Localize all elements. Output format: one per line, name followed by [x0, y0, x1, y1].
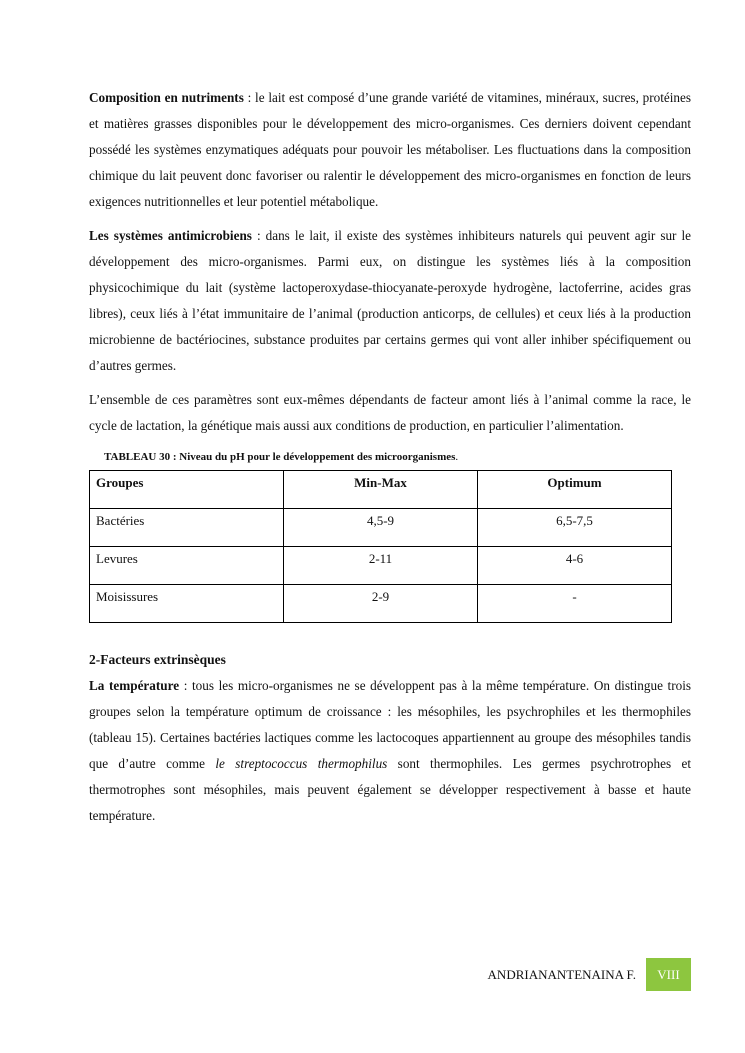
header-optimum: Optimum: [478, 471, 672, 509]
paragraph-antimicrobiens: [89, 223, 691, 379]
cell-group: Moisissures: [90, 585, 284, 623]
author-name: ANDRIANANTENAINA F.: [487, 966, 636, 982]
paragraph-parametres: [89, 387, 691, 439]
paragraph-nutriments: [89, 85, 691, 215]
term-antimicrobiens: Les systèmes antimicrobiens: [89, 228, 252, 243]
term-nutriments: Composition en nutriments: [89, 90, 244, 105]
cell-optimum: 6,5-7,5: [478, 509, 672, 547]
ph-table: [89, 470, 672, 623]
table-header-row: [90, 471, 672, 509]
species-name: le streptococcus thermophilus: [215, 756, 388, 771]
paragraph-temperature: La température : tous les micro-organismes ne se développent pas à la même température. On distingue trois groupes selon la température optimum de croissance : les mésophiles, les psychrophiles et les thermophiles (tableau 15). Certaines bactéries lactiques comme les lactocoques appartiennent au groupe des mésophiles tandis que d’autre comme le streptococcus thermophilus sont thermophiles. Les germes psychrotrophes et thermotrophes sont mésophiles, mais peuvent également se développer respectivement à basse et haute température.: [89, 678, 691, 823]
section-title: 2-Facteurs extrinsèques: [89, 652, 226, 667]
paragraph-text: : dans le lait, il existe des systèmes inhibiteurs naturels qui peuvent agir sur le développement des micro-organismes. Parmi eux, on distingue les systèmes liés à la composition physicochimique du lait (système lactoperoxydase-thiocyanate-peroxyde hydrogène, lactoferrine, acides gras libres), ceux liés à l’état immunitaire de l’animal (production anticorps, de cellules) et ceux liés à la production microbienne de bactériocines, substance produites par certains germes qui vont aller inhiber spécifiquement ou d’autres germes.: [89, 228, 691, 373]
cell-optimum: -: [478, 585, 672, 623]
table-caption: TABLEAU 30 : Niveau du pH pour le développement des microorganismes.: [104, 451, 459, 463]
cell-group: Bactéries: [90, 509, 284, 547]
page-footer: [488, 958, 691, 991]
term-temperature: La température: [89, 678, 180, 693]
document-page: [89, 85, 691, 829]
cell-min-max: 4,5-9: [284, 509, 478, 547]
header-groupes: Groupes: [90, 471, 284, 509]
cell-min-max: 2-11: [284, 547, 478, 585]
cell-min-max: 2-9: [284, 585, 478, 623]
table-row: [90, 509, 672, 547]
paragraph-text: : le lait est composé d’une grande variété de vitamines, minéraux, sucres, protéines et matières grasses disponibles pour le développement des micro-organismes. Ces derniers doivent cependant possédé les systèmes enzymatiques adéquats pour pouvoir les métaboliser. Les fluctuations dans la composition chimique du lait peuvent donc favoriser ou ralentir le développement des micro-organismes en fonction de leurs exigences nutritionnelles et leur potentiel métabolique.: [89, 90, 691, 209]
page-number-badge: VIII: [646, 958, 691, 991]
table-row: [90, 547, 672, 585]
table-row: [90, 585, 672, 623]
paragraph-text: L’ensemble de ces paramètres sont eux-mêmes dépendants de facteur amont liés à l’animal comme la race, le cycle de lactation, la génétique mais aussi aux conditions de production, en particulier l’alimentation.: [89, 392, 691, 433]
cell-optimum: 4-6: [478, 547, 672, 585]
cell-group: Levures: [90, 547, 284, 585]
header-min-max: Min-Max: [284, 471, 478, 509]
